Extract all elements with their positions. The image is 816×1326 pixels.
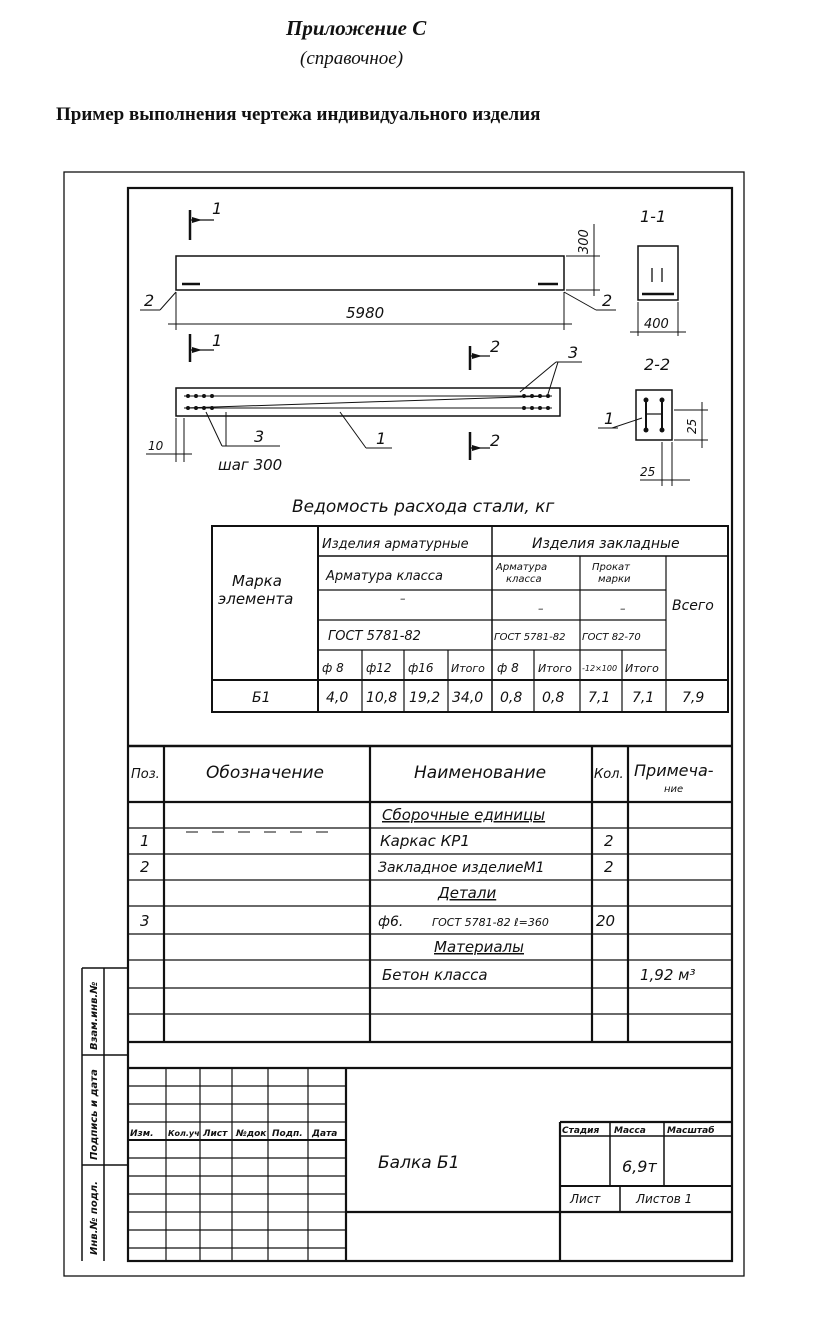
mark-header-1: Марка bbox=[232, 572, 282, 590]
mark-header-2: элемента bbox=[218, 590, 294, 608]
length-dim: 5980 bbox=[346, 304, 385, 322]
rolled-mark-b: марки bbox=[598, 574, 631, 585]
spec-table bbox=[128, 746, 732, 1042]
col-d8b: ф 8 bbox=[497, 661, 519, 675]
section-1-1 bbox=[630, 207, 686, 336]
stamp-listov: Листов 1 bbox=[636, 1192, 693, 1206]
stamp-kol: Кол.уч bbox=[168, 1129, 200, 1138]
row-mark: Б1 bbox=[252, 690, 271, 706]
side-stamp bbox=[82, 968, 128, 1261]
rebar-class-header: Арматура класса bbox=[326, 569, 443, 584]
row-v7: 7,1 bbox=[632, 690, 655, 706]
spec-col-designation: Обозначение bbox=[206, 763, 324, 783]
row2-qty: 2 bbox=[604, 858, 614, 876]
row-v3: 34,0 bbox=[452, 690, 484, 706]
col-d8: ф 8 bbox=[322, 661, 344, 675]
title-block bbox=[128, 1068, 732, 1261]
gost-2: ГОСТ 5781-82 bbox=[494, 632, 566, 643]
dash-1: – bbox=[400, 592, 406, 605]
pos2-left: 2 bbox=[144, 291, 155, 310]
col-itogo2: Итого bbox=[538, 662, 572, 675]
gost-3: ГОСТ 82-70 bbox=[582, 632, 641, 643]
pos3-bottom: 3 bbox=[254, 427, 265, 446]
section-2-2 bbox=[598, 355, 708, 486]
steel-table bbox=[212, 497, 728, 712]
stamp-name: Балка Б1 bbox=[378, 1153, 460, 1173]
section-1-bottom-label: 1 bbox=[212, 331, 223, 350]
section-2-bottom-label: 2 bbox=[490, 431, 501, 450]
row3-gost: ГОСТ 5781-82 ℓ=360 bbox=[432, 916, 549, 929]
pos3-top: 3 bbox=[568, 343, 579, 362]
pos1-section: 1 bbox=[604, 409, 615, 428]
row-v8: 7,9 bbox=[682, 690, 705, 706]
row3-qty: 20 bbox=[596, 912, 616, 930]
row2-name: Закладное изделиеМ1 bbox=[378, 860, 545, 876]
step-label: шаг 300 bbox=[218, 456, 283, 474]
width-dim: 400 bbox=[644, 317, 669, 332]
appendix-title: Приложение С bbox=[286, 16, 427, 40]
rebar-products-header: Изделия арматурные bbox=[322, 537, 469, 552]
stamp-stadia: Стадия bbox=[562, 1126, 600, 1136]
stamp-list: Лист bbox=[203, 1129, 228, 1139]
row3-name: ф6. bbox=[378, 914, 404, 930]
col-itogo1: Итого bbox=[451, 662, 485, 675]
stamp-list-label: Лист bbox=[570, 1192, 601, 1206]
row4-note: 1,92 м³ bbox=[640, 966, 696, 984]
dim-10: 10 bbox=[148, 439, 164, 453]
row-v4: 0,8 bbox=[500, 690, 523, 706]
beam-elevation bbox=[140, 199, 616, 362]
side-inv-podl: Инв.№ подл. bbox=[89, 1181, 100, 1255]
col-12x100: -12×100 bbox=[582, 664, 618, 673]
section-materials: Материалы bbox=[434, 938, 524, 956]
row4-name: Бетон класса bbox=[382, 966, 488, 984]
section-2-top-label: 2 bbox=[490, 337, 501, 356]
col-d16: ф16 bbox=[408, 661, 434, 675]
stamp-mass-value: 6,9т bbox=[622, 1157, 657, 1176]
row1-name: Каркас КР1 bbox=[380, 832, 470, 850]
steel-table-title: Ведомость расхода стали, кг bbox=[292, 497, 555, 517]
rebar-class-2-b: класса bbox=[506, 574, 542, 585]
stamp-masshtab: Масштаб bbox=[667, 1126, 715, 1136]
row-v0: 4,0 bbox=[326, 690, 349, 706]
pos2-right: 2 bbox=[602, 291, 613, 310]
appendix-note: (справочное) bbox=[300, 48, 404, 69]
row-v2: 19,2 bbox=[409, 690, 441, 706]
spec-col-pos: Поз. bbox=[131, 767, 160, 782]
spec-col-qty: Кол. bbox=[594, 767, 624, 782]
col-d12: ф12 bbox=[366, 661, 392, 675]
gost-1: ГОСТ 5781-82 bbox=[328, 629, 421, 644]
section-details: Детали bbox=[438, 884, 497, 902]
stamp-data: Дата bbox=[312, 1129, 338, 1139]
dim-25-vertical: 25 bbox=[685, 418, 699, 434]
spec-col-name: Наименование bbox=[414, 763, 547, 783]
rolled-mark-a: Прокат bbox=[592, 562, 630, 573]
dim-25-horizontal: 25 bbox=[640, 465, 656, 479]
row3-pos: 3 bbox=[140, 912, 150, 930]
row2-pos: 2 bbox=[140, 858, 150, 876]
section-assembly: Сборочные единицы bbox=[382, 806, 546, 824]
stamp-ndok: №док bbox=[236, 1129, 267, 1139]
row-v6: 7,1 bbox=[588, 690, 611, 706]
dash-2: – bbox=[538, 602, 544, 615]
row1-qty: 2 bbox=[604, 832, 614, 850]
row-v1: 10,8 bbox=[366, 690, 398, 706]
total-header: Всего bbox=[672, 598, 714, 614]
section-2-2-title: 2-2 bbox=[644, 355, 671, 374]
rebar-class-2-a: Арматура bbox=[496, 562, 548, 573]
pos1-plan: 1 bbox=[376, 429, 387, 448]
col-itogo3: Итого bbox=[625, 662, 659, 675]
stamp-massa: Масса bbox=[614, 1126, 646, 1136]
spec-col-note-2: ние bbox=[664, 784, 684, 795]
dash-3: – bbox=[620, 602, 626, 615]
row-v5: 0,8 bbox=[542, 690, 565, 706]
stamp-izm: Изм. bbox=[130, 1129, 154, 1139]
document-title: Пример выполнения чертежа индивидуального изделия bbox=[56, 104, 541, 125]
spec-col-note-1: Примеча- bbox=[634, 761, 714, 780]
embedded-products-header: Изделия закладные bbox=[532, 536, 680, 552]
side-podp-data: Подпись и дата bbox=[89, 1069, 100, 1160]
stamp-podp: Подп. bbox=[272, 1129, 303, 1139]
section-1-1-title: 1-1 bbox=[640, 207, 667, 226]
row1-pos: 1 bbox=[140, 832, 150, 850]
section-1-top-label: 1 bbox=[212, 199, 223, 218]
side-vzam: Взам.инв.№ bbox=[89, 981, 100, 1050]
beam-plan bbox=[146, 337, 582, 474]
height-dim: 300 bbox=[577, 229, 592, 254]
